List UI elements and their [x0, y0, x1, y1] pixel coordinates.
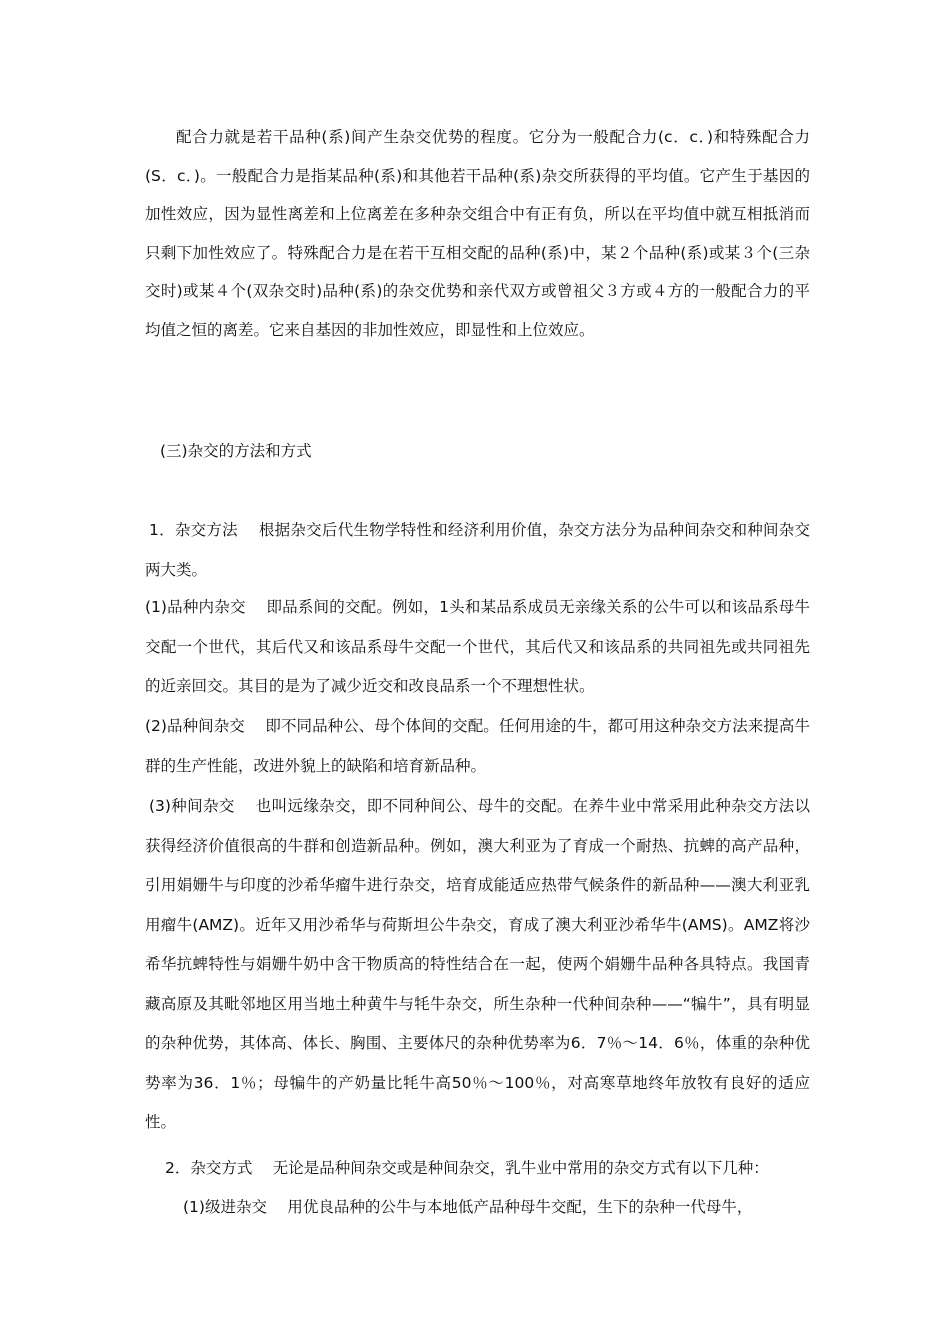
paragraph-hybridization-methods: 1．杂交方法 根据杂交后代生物学特性和经济利用价值，杂交方法分为品种间杂交和种间杂交两大类。: [145, 521, 810, 579]
paragraph-inter-species-crossing: (3)种间杂交 也叫远缘杂交，即不同种间公、母牛的交配。在养牛业中常采用此种杂交方法以获得经济价值很高的牛群和创造新品种。例如，澳大利亚为了育成一个耐热、抗蜱的高产品种，引用娟姗牛与印度的沙希华瘤牛进行杂交，培育成能适应热带气候条件的新品种——澳大利亚乳用瘤牛(AMZ)。近年又用沙希华与荷斯坦公牛杂交，育成了澳大利亚沙希华牛(AMS)。AMZ将沙希华抗蜱特性与娟姗牛奶中含干物质高的特性结合在一起，使两个娟姗牛品种各具特点。我国青藏高原及其毗邻地区用当地土种黄牛与牦牛杂交，所生杂种一代种间杂种——“犏牛”，具有明显的杂种优势，其体高、体长、胸围、主要体尺的杂种优势率为6．7％～14．6％，体重的杂种优势率为36．1％；母犏牛的产奶量比牦牛高50％～100％，对高寒草地终年放牧有良好的适应性。: [145, 797, 810, 1131]
paragraph-combining-ability: 配合力就是若干品种(系)间产生杂交优势的程度。它分为一般配合力(c．c．)和特殊配合力(S．c．)。一般配合力是指某品种(系)和其他若干品种(系)杂交所获得的平均值。它产生于基因的加性效应，因为显性离差和上位离差在多种杂交组合中有正有负，所以在平均值中就互相抵消而只剩下加性效应了。特殊配合力是在若干互相交配的品种(系)中，某２个品种(系)或某３个(三杂交时)或某４个(双杂交时)品种(系)的杂交优势和亲代双方或曾祖父３方或４方的一般配合力的平均值之恒的离差。它来自基因的非加性效应，即显性和上位效应。: [145, 128, 810, 339]
paragraph-inter-breed-crossing: (2)品种间杂交 即不同品种公、母个体间的交配。任何用途的牛，都可用这种杂交方法来提高牛群的生产性能，改进外貌上的缺陷和培育新品种。: [145, 717, 810, 775]
paragraph-hybridization-modes: 2．杂交方式 无论是品种间杂交或是种间杂交，乳牛业中常用的杂交方式有以下几种：: [165, 1159, 769, 1177]
paragraph-intra-breed-crossing: (1)品种内杂交 即品系间的交配。例如，1头和某品系成员无亲缘关系的公牛可以和该品系母牛交配一个世代，其后代又和该品系母牛交配一个世代，其后代又和该品系的共同祖先或共同祖先的近亲回交。其目的是为了减少近交和改良品系一个不理想性状。: [145, 598, 810, 695]
section-heading-hybridization: (三)杂交的方法和方式: [160, 442, 312, 460]
paragraph-grading-up: (1)级进杂交 用优良品种的公牛与本地低产品种母牛交配，生下的杂种一代母牛，: [183, 1198, 753, 1216]
